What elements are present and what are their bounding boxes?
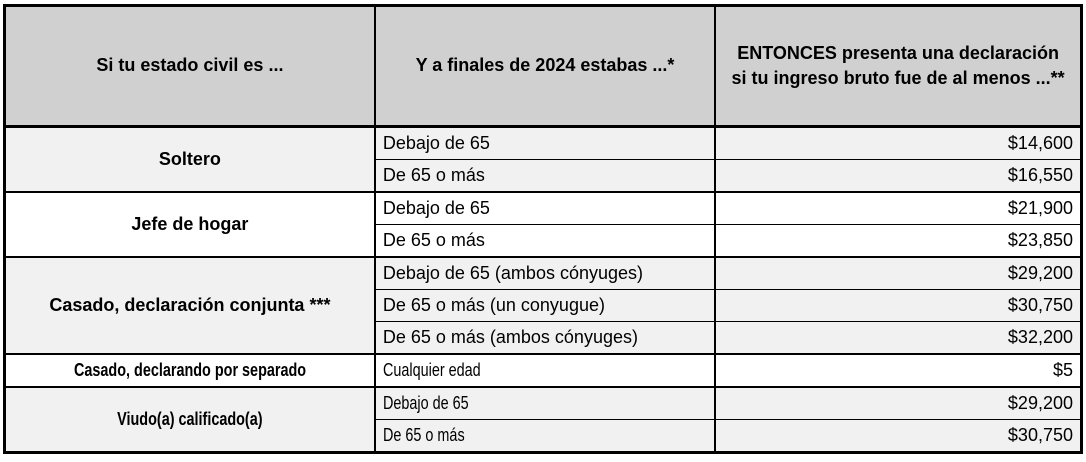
table-row bbox=[5, 127, 1082, 160]
age-label: Debajo de 65 bbox=[382, 393, 469, 413]
amount-cell: $21,900 bbox=[715, 192, 1081, 225]
table-row bbox=[5, 387, 1082, 420]
header-finales-2024: Y a finales de 2024 estabas ...* bbox=[375, 6, 715, 127]
age-label: Cualquier edad bbox=[382, 360, 481, 380]
status-cell-jefe-de-hogar: Jefe de hogar bbox=[5, 192, 375, 257]
amount-cell: $14,600 bbox=[715, 127, 1081, 160]
amount-cell: $16,550 bbox=[715, 160, 1081, 193]
header-estado-civil: Si tu estado civil es ... bbox=[5, 6, 375, 127]
amount-cell: $23,850 bbox=[715, 225, 1081, 258]
age-cell: Debajo de 65 (ambos cónyuges) bbox=[375, 257, 715, 290]
amount-cell: $32,200 bbox=[715, 322, 1081, 355]
age-cell: De 65 o más (ambos cónyuges) bbox=[375, 322, 715, 355]
header-row bbox=[5, 6, 1082, 127]
age-cell: De 65 o más (un conyugue) bbox=[375, 290, 715, 322]
age-cell: De 65 o más bbox=[375, 225, 715, 258]
status-cell-viudo-calificado bbox=[5, 387, 375, 453]
age-cell: Debajo de 65 bbox=[375, 127, 715, 160]
amount-cell: $29,200 bbox=[715, 387, 1081, 420]
amount-cell: $5 bbox=[715, 354, 1081, 387]
age-cell: De 65 o más bbox=[375, 160, 715, 193]
filing-requirements-table bbox=[3, 4, 1083, 454]
status-cell-casado-conjunta: Casado, declaración conjunta *** bbox=[5, 257, 375, 354]
age-label: De 65 o más bbox=[382, 425, 465, 445]
table-row bbox=[5, 257, 1082, 290]
header-ingreso-bruto: ENTONCES presenta una declaración si tu ingreso bruto fue de al menos ...** bbox=[715, 6, 1081, 127]
table-row bbox=[5, 354, 1082, 387]
age-cell: Debajo de 65 bbox=[375, 192, 715, 225]
status-cell-casado-separado bbox=[5, 354, 375, 387]
status-label: Casado, declarando por separado bbox=[73, 360, 306, 380]
amount-cell: $29,200 bbox=[715, 257, 1081, 290]
age-cell bbox=[375, 387, 715, 420]
age-cell bbox=[375, 354, 715, 387]
amount-cell: $30,750 bbox=[715, 420, 1081, 453]
amount-cell: $30,750 bbox=[715, 290, 1081, 322]
status-label: Viudo(a) calificado(a) bbox=[117, 409, 263, 429]
table-row bbox=[5, 192, 1082, 225]
age-cell bbox=[375, 420, 715, 453]
status-cell-soltero: Soltero bbox=[5, 127, 375, 193]
